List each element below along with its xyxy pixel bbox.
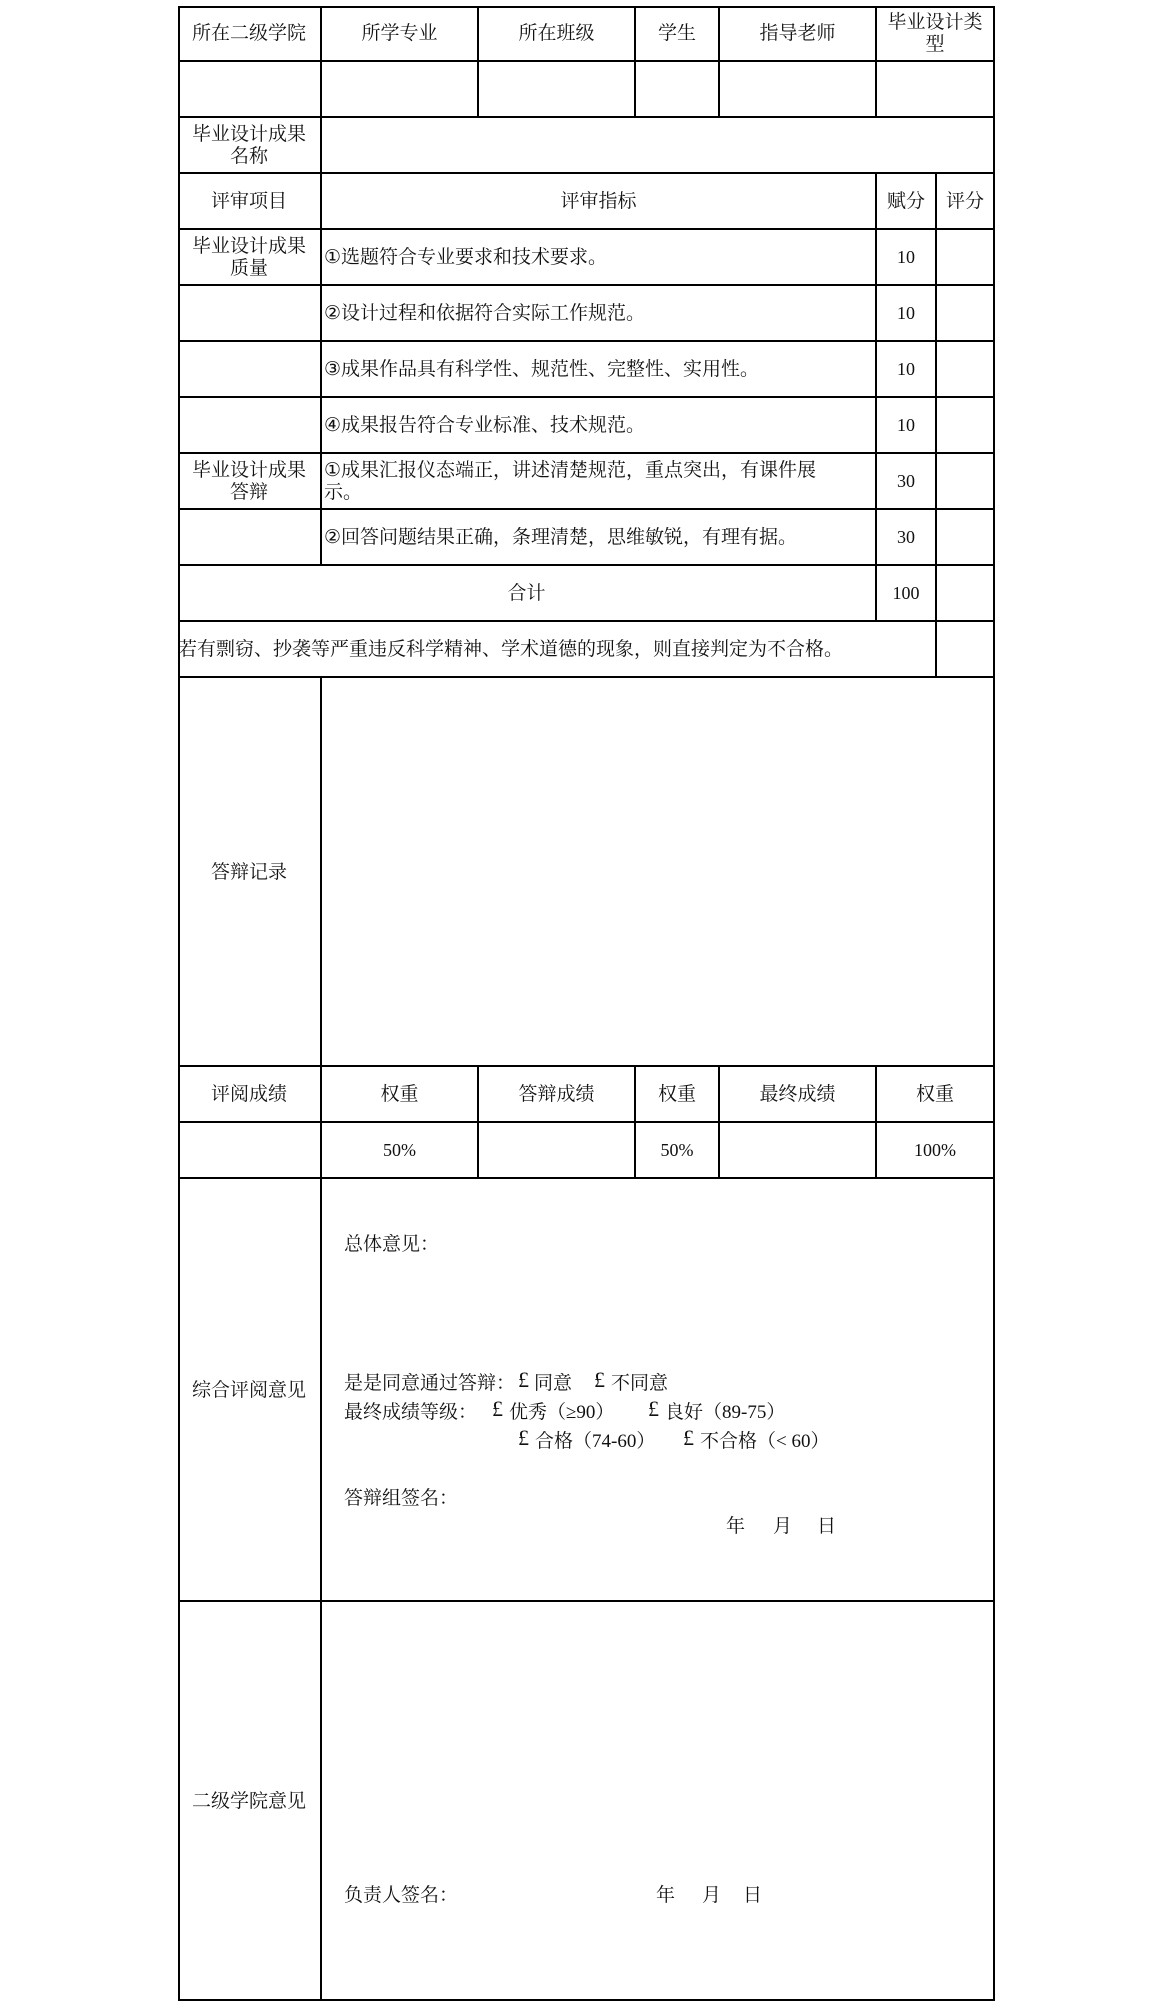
header-student [636, 6, 720, 62]
defense-record-label-cell [178, 678, 322, 1067]
plagiarism-note: 若有剽窃、抄袭等严重违反科学精神、学术道德的现象，则直接判定为不合格。 [178, 638, 844, 660]
criteria-points [877, 342, 937, 398]
fail-checkbox[interactable]: £ [683, 1425, 694, 1450]
criteria-indicator [322, 454, 877, 510]
review-grade-label: 评阅成绩 [210, 1083, 287, 1105]
total-points [877, 566, 937, 622]
college-opinion-label-cell [178, 1602, 322, 2001]
criteria-points [877, 510, 937, 566]
pass-range: （74-60） [573, 1431, 656, 1452]
good-range: （89-75） [703, 1402, 786, 1423]
excellent-range: （≥90） [547, 1402, 615, 1423]
college-opinion-label: 二级学院意见 [191, 1789, 306, 1812]
criteria-category-label: 毕业设计成果答辩 [191, 459, 306, 503]
weight-label: 权重 [380, 1083, 419, 1105]
comprehensive-content [322, 1179, 995, 1602]
title-label-cell [178, 118, 322, 174]
plagiarism-input[interactable] [937, 622, 995, 678]
header-college-label: 所在二级学院 [191, 22, 306, 44]
criteria-indicator [322, 286, 877, 342]
student-input[interactable] [636, 62, 720, 118]
disagree-label: 不同意 [611, 1372, 669, 1394]
date-day: 日 [817, 1515, 837, 1537]
criteria-indicator-label: ①成果汇报仪态端正，讲述清楚规范，重点突出，有课件展示。 [324, 459, 817, 503]
defense-record-label: 答辩记录 [210, 860, 287, 883]
excellent-label: 优秀 [509, 1401, 548, 1423]
pass-question: 是是同意通过答辩： [344, 1372, 516, 1394]
date-year: 年 [726, 1515, 746, 1537]
evaluation-form [178, 6, 995, 2001]
fail-label: 不合格 [700, 1430, 758, 1452]
criteria-header-indicator [322, 174, 877, 230]
date-year: 年 [656, 1884, 676, 1906]
major-input[interactable] [322, 62, 479, 118]
final-level-label: 最终成绩等级： [344, 1401, 478, 1423]
overall-opinion-label: 总体意见： [344, 1233, 440, 1255]
agree-checkbox[interactable]: £ [518, 1367, 529, 1392]
criteria-score-input[interactable] [937, 230, 995, 286]
criteria-category [178, 342, 322, 398]
review-grade-input[interactable] [178, 1123, 322, 1179]
header-design-type [877, 6, 995, 62]
total-label: 合计 [507, 582, 546, 604]
defense-grade-input[interactable] [479, 1123, 636, 1179]
header-major-label: 所学专业 [361, 22, 438, 44]
review-grade-header [178, 1067, 322, 1123]
criteria-indicator [322, 510, 877, 566]
header-advisor [720, 6, 877, 62]
criteria-points [877, 398, 937, 454]
college-opinion-content[interactable] [322, 1602, 995, 2001]
criteria-indicator [322, 342, 877, 398]
total-points-value: 100 [892, 583, 920, 603]
defense-grade-label: 答辩成绩 [518, 1083, 595, 1105]
weight-value [322, 1123, 479, 1179]
responsible-signature-label: 负责人签名： [344, 1884, 459, 1906]
criteria-category [178, 230, 322, 286]
defense-grade-header [479, 1067, 636, 1123]
college-input[interactable] [178, 62, 322, 118]
excellent-checkbox[interactable]: £ [492, 1396, 503, 1421]
criteria-score-input[interactable] [937, 286, 995, 342]
criteria-indicator-label: ④成果报告符合专业标准、技术规范。 [324, 414, 646, 436]
comprehensive-label: 综合评阅意见 [191, 1378, 306, 1401]
total-score-input[interactable] [937, 566, 995, 622]
criteria-indicator-label: ①选题符合专业要求和技术要求。 [324, 246, 608, 268]
weight-label: 权重 [915, 1083, 954, 1105]
pass-label: 合格 [535, 1430, 574, 1452]
advisor-input[interactable] [720, 62, 877, 118]
criteria-points-value: 30 [897, 471, 915, 491]
criteria-indicator [322, 230, 877, 286]
class-input[interactable] [479, 62, 636, 118]
criteria-points-value: 10 [897, 415, 915, 435]
total-label-cell [178, 566, 877, 622]
header-class-label: 所在班级 [518, 22, 595, 44]
criteria-points-value: 10 [897, 303, 915, 323]
criteria-score-input[interactable] [937, 510, 995, 566]
criteria-header-score-label: 评分 [945, 190, 984, 212]
criteria-header-score [937, 174, 995, 230]
fail-range: （< 60） [757, 1431, 830, 1452]
weight-value [636, 1123, 720, 1179]
defense-record-input[interactable] [322, 678, 995, 1067]
criteria-header-points-label: 赋分 [886, 190, 925, 212]
criteria-category-label: 毕业设计成果质量 [191, 235, 306, 279]
date-month: 月 [773, 1515, 793, 1537]
criteria-indicator-label: ③成果作品具有科学性、规范性、完整性、实用性。 [324, 358, 760, 380]
criteria-header-indicator-label: 评审指标 [560, 190, 637, 212]
title-input[interactable] [322, 118, 995, 174]
weight-value-text: 50% [383, 1140, 416, 1160]
criteria-header-item [178, 174, 322, 230]
criteria-points [877, 230, 937, 286]
criteria-indicator [322, 398, 877, 454]
criteria-indicator-label: ②回答问题结果正确，条理清楚，思维敏锐，有理有据。 [324, 526, 798, 548]
good-label: 良好 [665, 1401, 704, 1423]
criteria-points [877, 286, 937, 342]
criteria-points-value: 10 [897, 359, 915, 379]
date-month: 月 [702, 1884, 722, 1906]
disagree-checkbox[interactable]: £ [594, 1367, 605, 1392]
final-grade-header [720, 1067, 877, 1123]
criteria-header-item-label: 评审项目 [210, 190, 287, 212]
header-major [322, 6, 479, 62]
header-class [479, 6, 636, 62]
criteria-indicator-label: ②设计过程和依据符合实际工作规范。 [324, 302, 646, 324]
criteria-score-input[interactable] [937, 398, 995, 454]
weight-value-text: 50% [660, 1140, 694, 1160]
criteria-score-input[interactable] [937, 342, 995, 398]
weight-header [322, 1067, 479, 1123]
criteria-category [178, 454, 322, 510]
title-label: 毕业设计成果名称 [191, 123, 306, 167]
final-grade-input[interactable] [720, 1123, 877, 1179]
header-college [178, 6, 322, 62]
criteria-category [178, 510, 322, 566]
header-advisor-label: 指导老师 [759, 22, 836, 44]
weight-header [877, 1067, 995, 1123]
header-design-type-label: 毕业设计类型 [887, 11, 983, 55]
good-checkbox[interactable]: £ [648, 1396, 659, 1421]
agree-label: 同意 [534, 1372, 573, 1394]
weight-label: 权重 [657, 1083, 696, 1105]
pass-checkbox[interactable]: £ [518, 1425, 529, 1450]
weight-header [636, 1067, 720, 1123]
comprehensive-label-cell [178, 1179, 322, 1602]
plagiarism-note-cell [178, 622, 937, 678]
design-type-input[interactable] [877, 62, 995, 118]
criteria-points-value: 30 [897, 527, 915, 547]
criteria-points-value: 10 [897, 247, 915, 267]
criteria-category [178, 286, 322, 342]
criteria-header-points [877, 174, 937, 230]
criteria-points [877, 454, 937, 510]
criteria-score-input[interactable] [937, 454, 995, 510]
weight-value [877, 1123, 995, 1179]
defense-group-signature-label: 答辩组签名： [344, 1487, 459, 1509]
criteria-category [178, 398, 322, 454]
weight-value-text: 100% [914, 1140, 956, 1160]
final-grade-label: 最终成绩 [759, 1083, 836, 1105]
header-student-label: 学生 [657, 22, 696, 44]
date-day: 日 [743, 1884, 763, 1906]
